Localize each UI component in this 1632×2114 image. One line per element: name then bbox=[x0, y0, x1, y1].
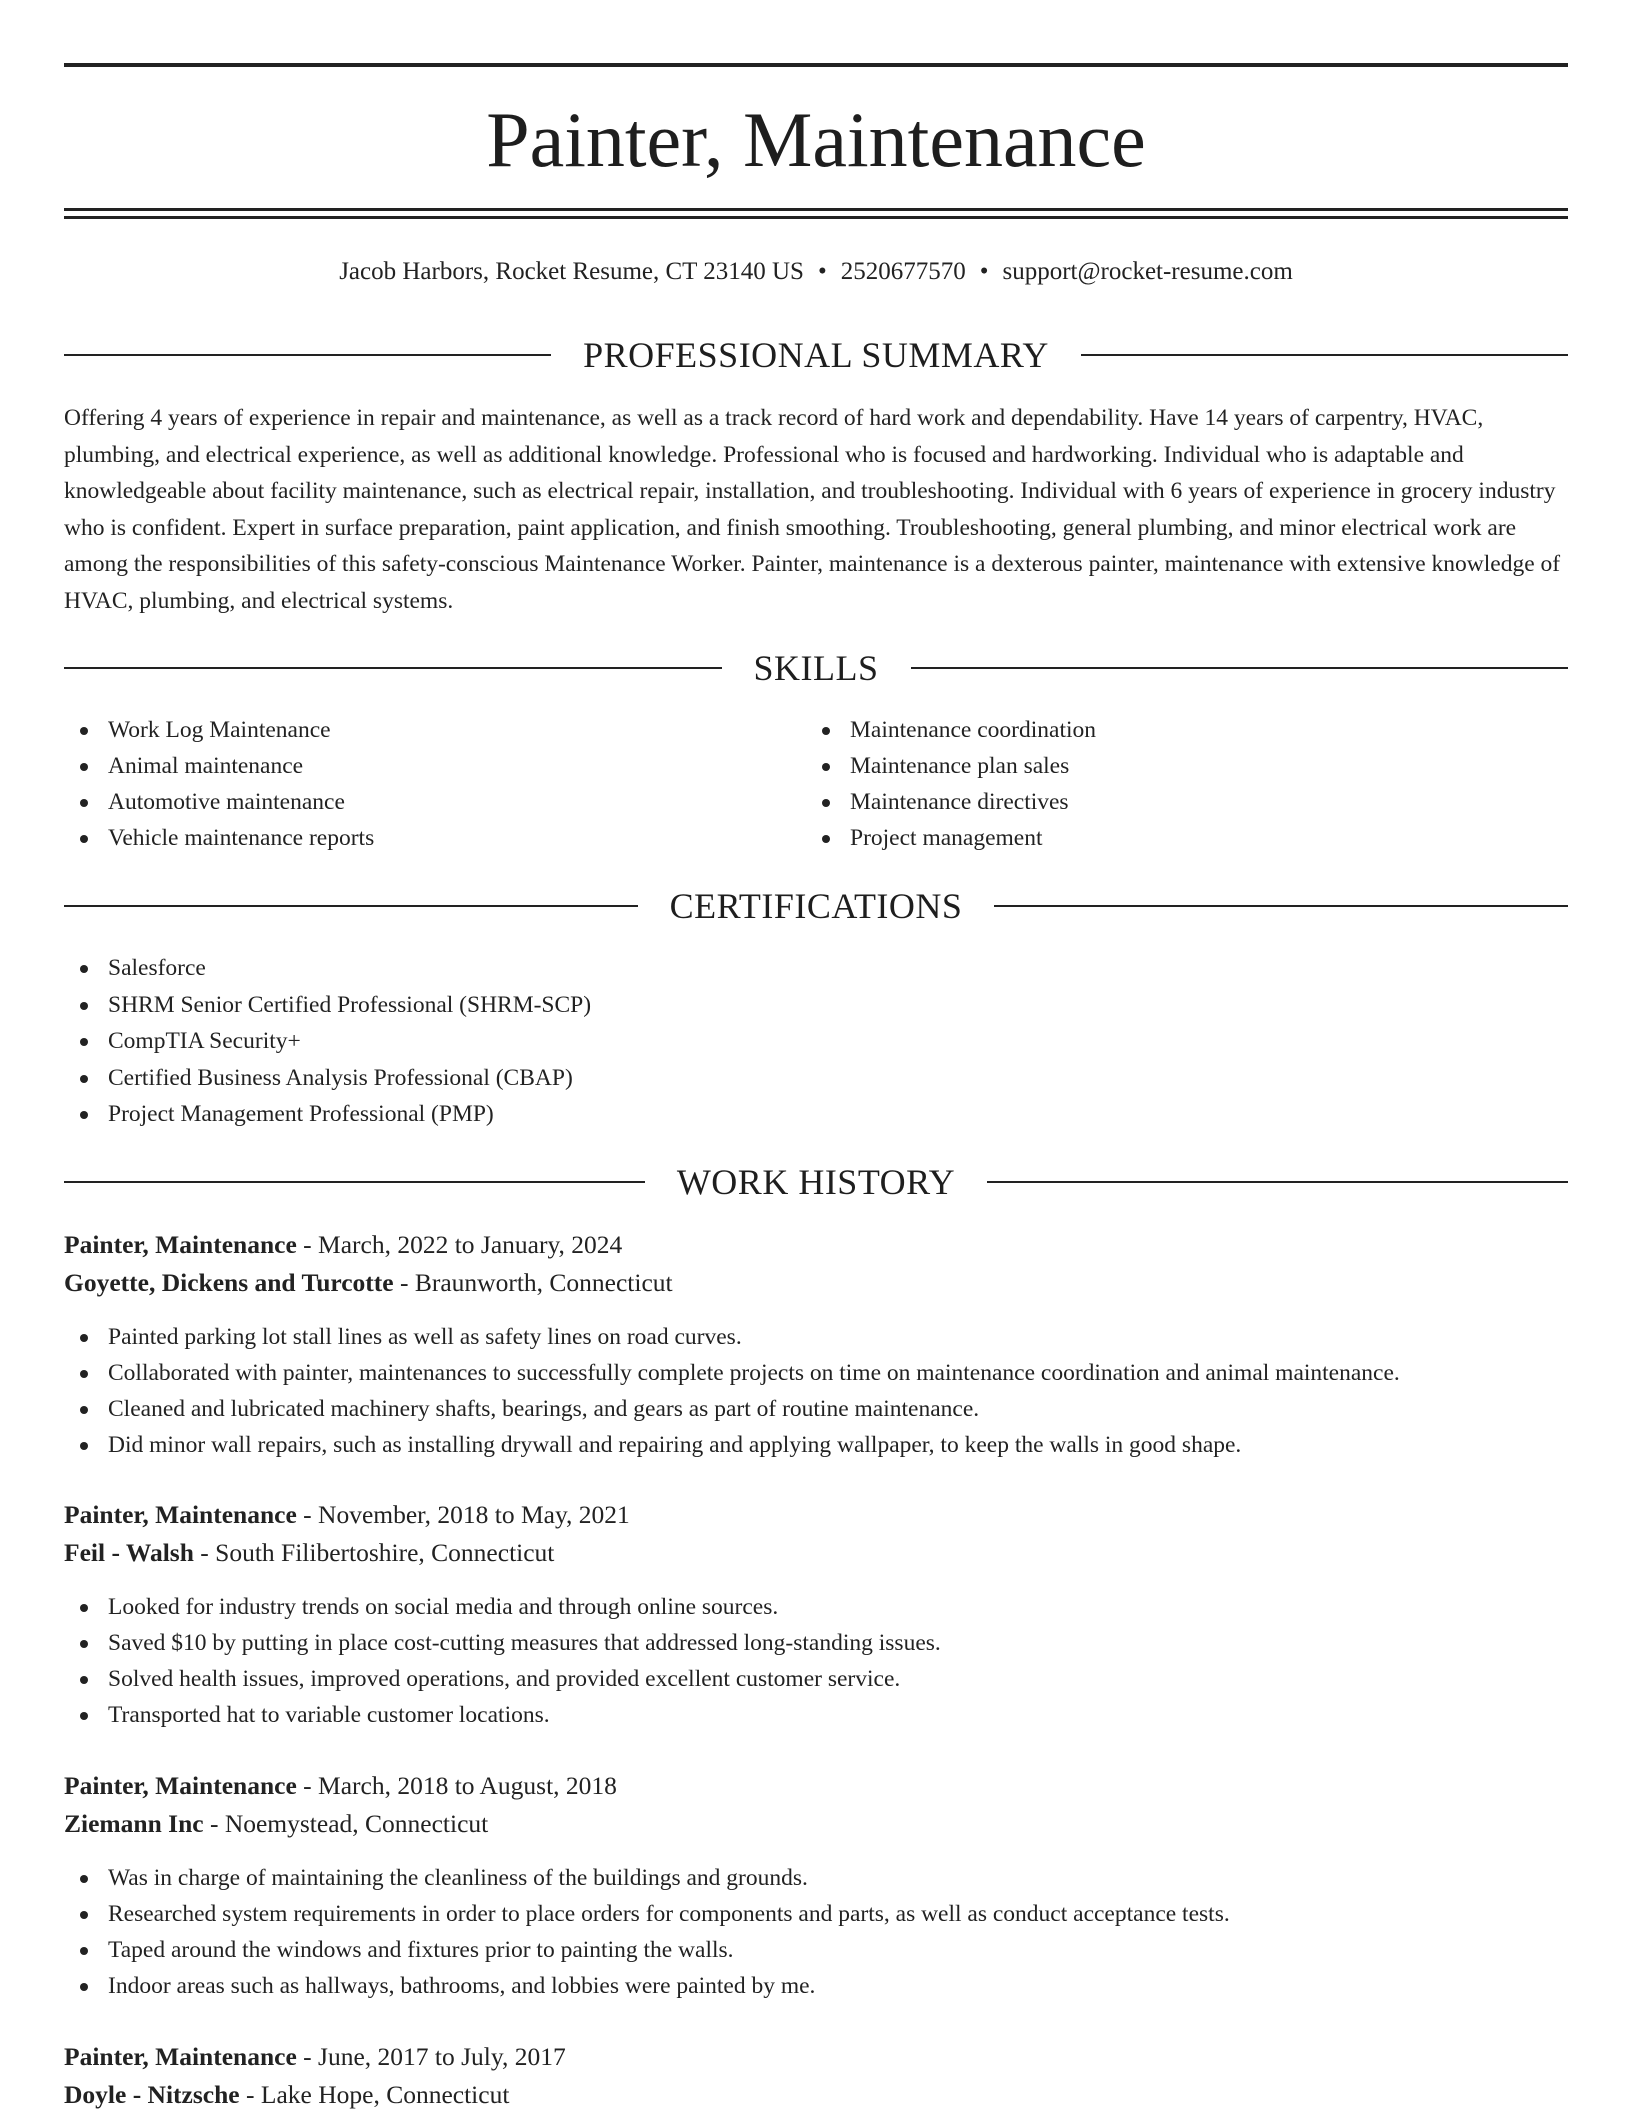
skill-item: Maintenance directives bbox=[806, 784, 1546, 820]
heading-rule bbox=[64, 1181, 645, 1183]
skill-item: Work Log Maintenance bbox=[64, 712, 804, 748]
top-rule bbox=[64, 63, 1568, 67]
job-location: - Lake Hope, Connecticut bbox=[239, 2080, 510, 2109]
skill-item: Project management bbox=[806, 820, 1546, 856]
job-title: Painter, Maintenance bbox=[64, 1230, 297, 1259]
job-company-line bbox=[64, 1805, 1568, 1843]
heading-rule bbox=[64, 905, 638, 907]
job-entry bbox=[64, 1496, 1568, 1733]
contact-address: Jacob Harbors, Rocket Resume, CT 23140 US bbox=[339, 258, 804, 285]
heading-rule bbox=[911, 667, 1569, 669]
job-title: Painter, Maintenance bbox=[64, 1500, 297, 1529]
job-bullets bbox=[64, 1319, 1568, 1463]
job-title: Painter, Maintenance bbox=[64, 1771, 297, 1800]
skill-item: Animal maintenance bbox=[64, 748, 804, 784]
section-heading-summary bbox=[64, 333, 1568, 377]
skill-item: Maintenance plan sales bbox=[806, 748, 1546, 784]
job-bullet: Transported hat to variable customer locations. bbox=[64, 1697, 1568, 1733]
certification-item: Project Management Professional (PMP) bbox=[64, 1096, 1568, 1133]
job-bullets bbox=[64, 1860, 1568, 2004]
job-entry bbox=[64, 1767, 1568, 2004]
title-rule-upper bbox=[64, 208, 1568, 211]
skill-item: Automotive maintenance bbox=[64, 784, 804, 820]
job-company: Feil - Walsh bbox=[64, 1538, 194, 1567]
job-title-line bbox=[64, 1496, 1568, 1534]
job-bullet: Indoor areas such as hallways, bathrooms, and lobbies were painted by me. bbox=[64, 1968, 1568, 2004]
job-bullet: Solved health issues, improved operations, and provided excellent customer service. bbox=[64, 1661, 1568, 1697]
job-company-line bbox=[64, 1264, 1568, 1302]
job-entry bbox=[64, 2038, 1568, 2114]
job-entry bbox=[64, 1226, 1568, 1463]
section-heading-certifications bbox=[64, 884, 1568, 928]
job-location: - Braunworth, Connecticut bbox=[393, 1268, 673, 1297]
certification-item: SHRM Senior Certified Professional (SHRM-SCP) bbox=[64, 987, 1568, 1024]
summary-text: Offering 4 years of experience in repair and maintenance, as well as a track record of hard work and dependability. Have 14 years of carpentry, HVAC, plumbing, and electrical experience, as well as additional knowledge. Professional who is focused and hardworking. Individual who is adaptable and knowledgeable about facility maintenance, such as electrical repair, installation, and troubleshooting. Individual with 6 years of experience in grocery industry who is confident. Expert in surface preparation, paint application, and finish smoothing. Troubleshooting, general plumbing, and minor electrical work are among the responsibilities of this safety-conscious Maintenance Worker. Painter, maintenance is a dexterous painter, maintenance with extensive knowledge of HVAC, plumbing, and electrical systems. bbox=[64, 405, 1561, 614]
job-location: - Noemystead, Connecticut bbox=[203, 1809, 489, 1838]
heading-rule bbox=[987, 1181, 1568, 1183]
title-rule-lower bbox=[64, 216, 1568, 219]
job-bullet: Researched system requirements in order to place orders for components and parts, as well as conduct acceptance tests. bbox=[64, 1896, 1568, 1932]
job-bullet: Was in charge of maintaining the cleanliness of the buildings and grounds. bbox=[64, 1860, 1568, 1896]
job-company-line bbox=[64, 2076, 1568, 2114]
heading-rule bbox=[64, 667, 722, 669]
heading-rule bbox=[64, 354, 551, 356]
skill-item: Maintenance coordination bbox=[806, 712, 1546, 748]
skill-item: Vehicle maintenance reports bbox=[64, 820, 804, 856]
job-company: Goyette, Dickens and Turcotte bbox=[64, 1268, 394, 1297]
contact-separator: • bbox=[817, 258, 827, 285]
job-dates: - June, 2017 to July, 2017 bbox=[296, 2042, 566, 2071]
skills-list bbox=[64, 712, 804, 856]
contact-email: support@rocket-resume.com bbox=[1002, 258, 1293, 285]
section-title: SKILLS bbox=[753, 648, 879, 688]
job-company-line bbox=[64, 1534, 1568, 1572]
job-title-line bbox=[64, 2038, 1568, 2076]
job-dates: - November, 2018 to May, 2021 bbox=[296, 1500, 630, 1529]
certification-item: CompTIA Security+ bbox=[64, 1023, 1568, 1060]
job-bullet: Cleaned and lubricated machinery shafts, bearings, and gears as part of routine maintenance. bbox=[64, 1391, 1568, 1427]
job-bullet: Taped around the windows and fixtures prior to painting the walls. bbox=[64, 1932, 1568, 1968]
contact-separator: • bbox=[979, 258, 989, 285]
section-title: CERTIFICATIONS bbox=[669, 886, 963, 926]
job-company: Ziemann Inc bbox=[64, 1809, 204, 1838]
certification-item: Salesforce bbox=[64, 950, 1568, 987]
job-dates: - March, 2018 to August, 2018 bbox=[296, 1771, 617, 1800]
certification-item: Certified Business Analysis Professional (CBAP) bbox=[64, 1060, 1568, 1097]
job-bullet: Did minor wall repairs, such as installing drywall and repairing and applying wallpaper, to keep the walls in good shape. bbox=[64, 1427, 1568, 1463]
job-dates: - March, 2022 to January, 2024 bbox=[296, 1230, 623, 1259]
contact-line bbox=[64, 255, 1568, 289]
job-bullet: Painted parking lot stall lines as well as safety lines on road curves. bbox=[64, 1319, 1568, 1355]
section-title: PROFESSIONAL SUMMARY bbox=[583, 335, 1049, 375]
job-bullet: Collaborated with painter, maintenances to successfully complete projects on time on maintenance coordination and animal maintenance. bbox=[64, 1355, 1568, 1391]
job-title-line bbox=[64, 1226, 1568, 1264]
job-location: - South Filibertoshire, Connecticut bbox=[193, 1538, 555, 1567]
section-title: WORK HISTORY bbox=[676, 1162, 956, 1202]
section-heading-skills bbox=[64, 646, 1568, 690]
certifications-block bbox=[64, 950, 1568, 1133]
job-bullet: Saved $10 by putting in place cost-cutting measures that addressed long-standing issues. bbox=[64, 1625, 1568, 1661]
contact-phone: 2520677570 bbox=[840, 258, 966, 285]
job-bullet: Looked for industry trends on social media and through online sources. bbox=[64, 1589, 1568, 1625]
job-bullets bbox=[64, 1589, 1568, 1733]
page-title: Painter, Maintenance bbox=[486, 96, 1146, 183]
certifications-list bbox=[64, 950, 1568, 1133]
skills-list bbox=[806, 712, 1546, 856]
job-title-line bbox=[64, 1767, 1568, 1805]
job-company: Doyle - Nitzsche bbox=[64, 2080, 240, 2109]
skills-column-left bbox=[64, 712, 804, 856]
skills-column-right bbox=[806, 712, 1546, 856]
section-heading-work-history bbox=[64, 1160, 1568, 1204]
heading-rule bbox=[994, 905, 1568, 907]
job-title: Painter, Maintenance bbox=[64, 2042, 297, 2071]
heading-rule bbox=[1081, 354, 1568, 356]
